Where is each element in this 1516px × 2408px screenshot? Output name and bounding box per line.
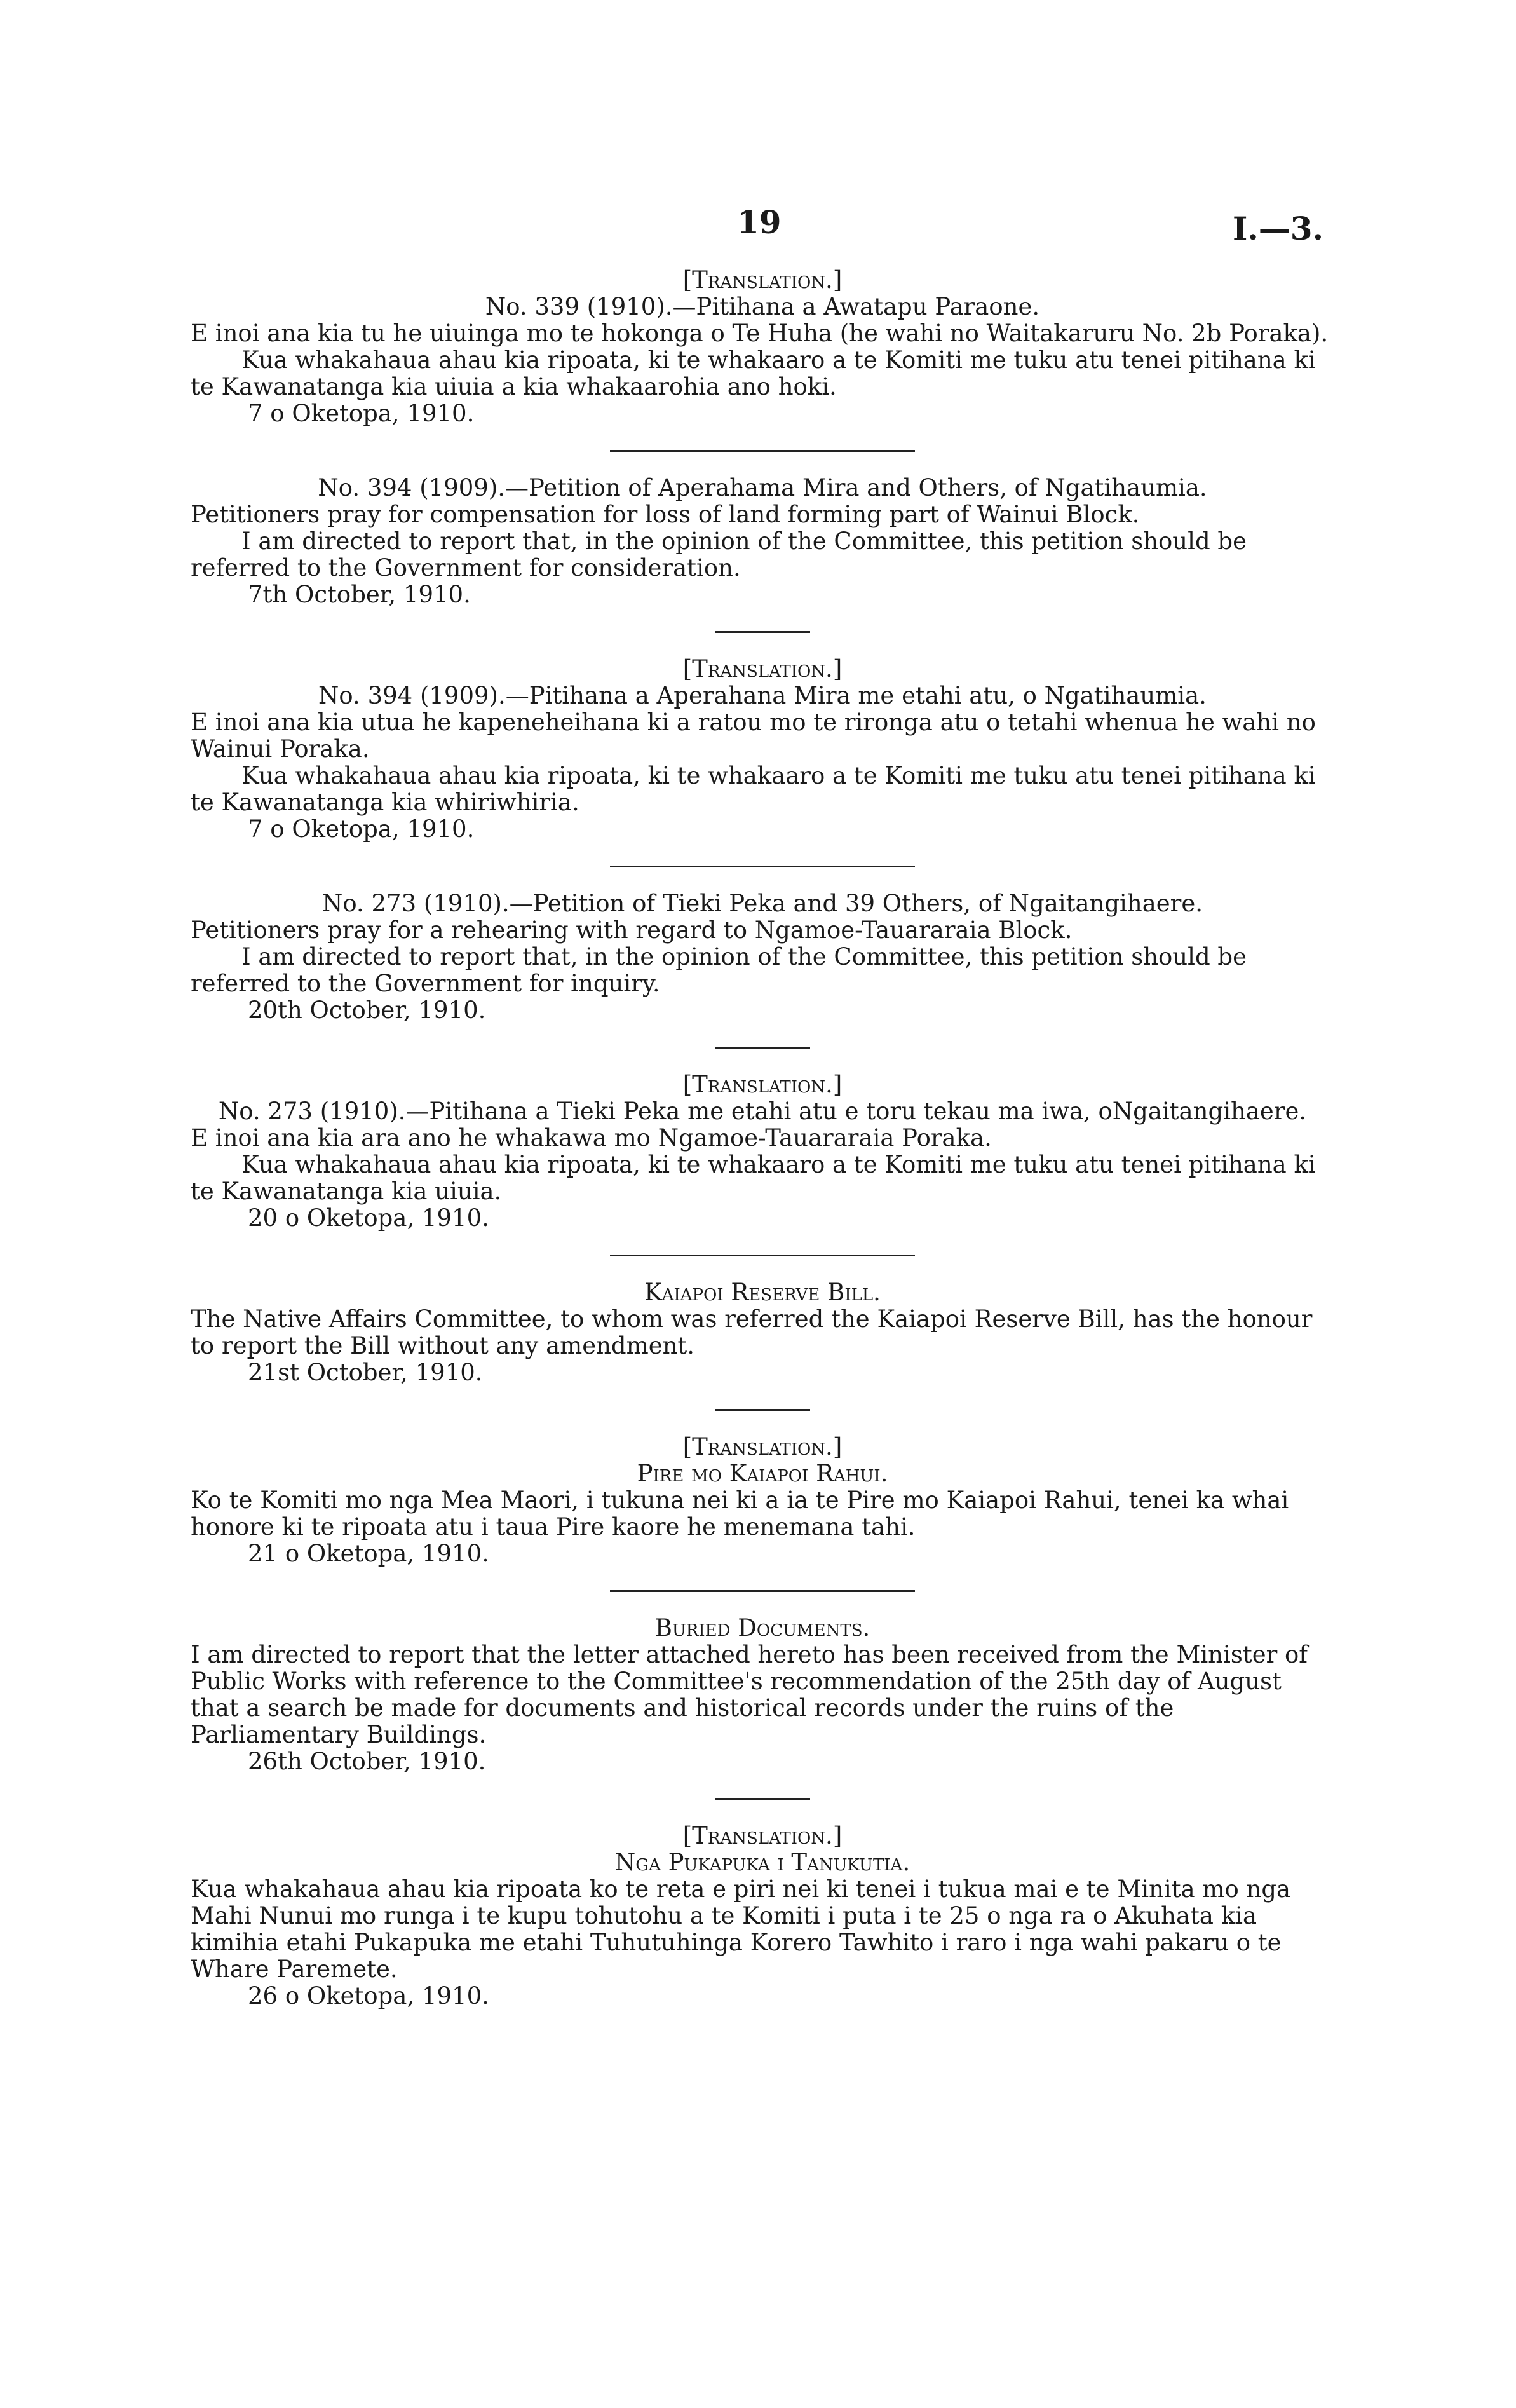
section-buried-documents bbox=[191, 1615, 1334, 1775]
paragraph: Kua whakahaua ahau kia ripoata, ki te whakaaro a te Komiti me tuku atu tenei pitihana ki te Kawanatanga kia whiriwhiria. bbox=[191, 762, 1316, 816]
section-divider bbox=[610, 1255, 915, 1256]
translation-label: [Translation.] bbox=[682, 1071, 843, 1098]
document-body bbox=[191, 267, 1334, 2010]
date-line: 26 o Oketopa, 1910. bbox=[248, 1982, 489, 2010]
translation-label: [Translation.] bbox=[682, 655, 843, 683]
section-petition-394 bbox=[191, 475, 1334, 608]
section-buried-documents-translation bbox=[191, 1823, 1334, 2010]
document-reference: I.—3. bbox=[1233, 210, 1323, 247]
section-petition-273-translation bbox=[191, 1071, 1334, 1232]
date-line: 20th October, 1910. bbox=[248, 997, 486, 1024]
paragraph: The Native Affairs Committee, to whom was referred the Kaiapoi Reserve Bill, has the honour to report the Bill without any amendment. bbox=[191, 1305, 1313, 1359]
paragraph: E inoi ana kia ara ano he whakawa mo Ngamoe-Tauararaia Poraka. bbox=[191, 1124, 992, 1152]
page-number: 19 bbox=[737, 203, 782, 241]
section-title: Kaiapoi Reserve Bill. bbox=[644, 1279, 881, 1306]
date-line: 21st October, 1910. bbox=[248, 1359, 483, 1386]
paragraph: E inoi ana kia tu he uiuinga mo te hokonga o Te Huha (he wahi no Waitakaruru No. 2b Poraka). bbox=[191, 320, 1329, 347]
section-divider bbox=[715, 1798, 810, 1800]
date-line: 20 o Oketopa, 1910. bbox=[248, 1204, 489, 1232]
section-title: No. 273 (1910).—Pitihana a Tieki Peka me etahi atu e toru tekau ma iwa, oNgaitangihaere. bbox=[218, 1098, 1307, 1125]
section-petition-339-translation bbox=[191, 267, 1334, 427]
section-divider bbox=[715, 631, 810, 633]
date-line: 7 o Oketopa, 1910. bbox=[248, 400, 475, 427]
paragraph: E inoi ana kia utua he kapeneheihana ki a ratou mo te rironga atu o tetahi whenua he wahi no Wainui Poraka. bbox=[191, 709, 1316, 763]
translation-label: [Translation.] bbox=[682, 266, 843, 294]
paragraph: I am directed to report that, in the opinion of the Committee, this petition should be referred to the Government for inquiry. bbox=[191, 943, 1247, 997]
section-title: Pire mo Kaiapoi Rahui. bbox=[637, 1460, 888, 1487]
paragraph: Kua whakahaua ahau kia ripoata, ki te whakaaro a te Komiti me tuku atu tenei pitihana ki te Kawanatanga kia uiuia. bbox=[191, 1151, 1316, 1205]
section-petition-273 bbox=[191, 890, 1334, 1024]
paragraph: Petitioners pray for a rehearing with regard to Ngamoe-Tauararaia Block. bbox=[191, 916, 1073, 944]
paragraph: Ko te Komiti mo nga Mea Maori, i tukuna nei ki a ia te Pire mo Kaiapoi Rahui, tenei ka whai honore ki te ripoata atu i taua Pire kaore he menemana tahi. bbox=[191, 1486, 1289, 1541]
paragraph: Kua whakahaua ahau kia ripoata, ki te whakaaro a te Komiti me tuku atu tenei pitihana ki te Kawanatanga kia uiuia a kia whakaarohia ano hoki. bbox=[191, 346, 1316, 400]
paragraph: I am directed to report that, in the opinion of the Committee, this petition should be referred to the Government for consideration. bbox=[191, 527, 1247, 582]
translation-label: [Translation.] bbox=[682, 1822, 843, 1849]
section-divider bbox=[715, 1047, 810, 1049]
date-line: 7 o Oketopa, 1910. bbox=[248, 815, 475, 843]
section-title: No. 339 (1910).—Pitihana a Awatapu Paraone. bbox=[485, 293, 1040, 320]
section-title: No. 273 (1910).—Petition of Tieki Peka and 39 Others, of Ngaitangihaere. bbox=[321, 890, 1203, 917]
paragraph: Petitioners pray for compensation for loss of land forming part of Wainui Block. bbox=[191, 501, 1140, 528]
translation-label: [Translation.] bbox=[682, 1433, 843, 1460]
date-line: 7th October, 1910. bbox=[248, 581, 471, 608]
section-title: No. 394 (1909).—Pitihana a Aperahana Mira me etahi atu, o Ngatihaumia. bbox=[318, 682, 1207, 709]
section-kaiapoi-reserve-bill bbox=[191, 1279, 1334, 1386]
paragraph: Kua whakahaua ahau kia ripoata ko te reta e piri nei ki tenei i tukua mai e te Minita mo nga Mahi Nunui mo runga i te kupu tohutohu a te Komiti i puta i te 25 o nga ra o Akuhata kia kimihia etahi Pukapuka me etahi Tuhutuhinga Korero Tawhito i raro i nga wahi pakaru o te Whare Paremete. bbox=[191, 1875, 1291, 1983]
section-divider bbox=[610, 866, 915, 867]
section-divider bbox=[610, 450, 915, 452]
date-line: 21 o Oketopa, 1910. bbox=[248, 1540, 489, 1567]
section-petition-394-translation bbox=[191, 656, 1334, 843]
section-title: No. 394 (1909).—Petition of Aperahama Mira and Others, of Ngatihaumia. bbox=[318, 474, 1207, 501]
section-divider bbox=[610, 1590, 915, 1592]
date-line: 26th October, 1910. bbox=[248, 1748, 486, 1775]
section-title: Nga Pukapuka i Tanukutia. bbox=[614, 1849, 910, 1876]
section-divider bbox=[715, 1409, 810, 1411]
section-kaiapoi-translation bbox=[191, 1434, 1334, 1567]
paragraph: I am directed to report that the letter attached hereto has been received from the Minister of Public Works with reference to the Committee's recommendation of the 25th day of August that a search be made for documents and historical records under the ruins of the Parliamentary Buildings. bbox=[191, 1641, 1308, 1748]
section-title: Buried Documents. bbox=[654, 1614, 870, 1642]
